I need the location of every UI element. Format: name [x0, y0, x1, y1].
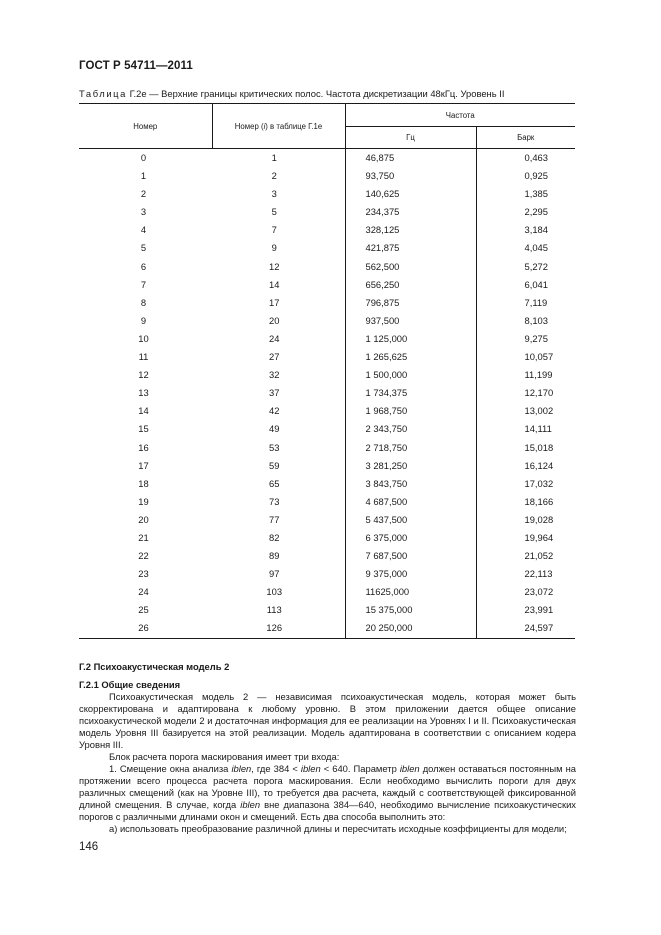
table-row [79, 619, 575, 638]
table-row [79, 457, 575, 475]
cell-number: 20 [138, 513, 149, 525]
cell-hz: 3 843,750 [345, 475, 476, 493]
table-row [79, 203, 575, 221]
cell-hz: 93,750 [345, 167, 476, 185]
cell-index: 5 [271, 206, 277, 218]
cell-index: 2 [271, 170, 277, 182]
table-row [79, 529, 575, 547]
cell-number: 14 [138, 405, 149, 417]
table-row [79, 475, 575, 493]
cell-bark: 17,032 [476, 475, 575, 493]
cell-number: 12 [138, 369, 149, 381]
table-row [79, 330, 575, 348]
table-body [79, 149, 575, 639]
cell-index: 24 [269, 332, 280, 344]
table-row [79, 547, 575, 565]
cell-number: 7 [140, 278, 147, 290]
cell-number: 1 [140, 170, 147, 182]
cell-index: 32 [269, 369, 280, 381]
cell-bark: 12,170 [476, 384, 575, 402]
cell-number: 6 [140, 260, 147, 272]
cell-number: 26 [79, 619, 212, 638]
cell-bark: 21,052 [476, 547, 575, 565]
paragraph-option-a: а) использовать преобразование различной длины и пересчитать исходные коэффициенты для модели; [109, 823, 567, 834]
cell-hz: 421,875 [345, 239, 476, 257]
table-row [79, 420, 575, 438]
cell-hz: 6 375,000 [345, 529, 476, 547]
subsection-title: Г.2.1 Общие сведения [79, 679, 181, 690]
cell-hz: 234,375 [345, 203, 476, 221]
paragraph-inputs: Блок расчета порога маскирования имеет три входа: [109, 751, 340, 762]
cell-hz: 1 265,625 [345, 348, 476, 366]
cell-hz: 2 343,750 [345, 420, 476, 438]
paragraph-input-1: 1. Смещение окна анализа iblen, где 384 < iblen < 640. Параметр iblen должен оставаться постоянным на протяжении всего процесса расчета порога маскирования. Если необходимо вычислить пороги для двух различных смещений (как на Уровне III), то требуется два расчета, каждый с соответствующей фиксированной длиной смещения. В случае, когда iblen вне диапазона 384—640, необходимо вычисление психоакустических порогов с различными длинами окон и смещений. Есть два способа выполнить это: [79, 763, 576, 822]
cell-hz: 937,500 [345, 312, 476, 330]
cell-index: 12 [269, 260, 280, 272]
cell-number: 11 [138, 351, 149, 363]
cell-index: 37 [269, 387, 280, 399]
cell-hz: 5 437,500 [345, 511, 476, 529]
cell-index: 27 [269, 351, 280, 363]
cell-index: 77 [269, 513, 280, 525]
cell-hz: 328,125 [345, 221, 476, 239]
cell-index: 73 [269, 495, 280, 507]
cell-bark: 23,991 [476, 601, 575, 619]
page-number: 146 [79, 841, 99, 853]
cell-index: 20 [269, 314, 280, 326]
cell-hz: 11625,000 [345, 583, 476, 601]
cell-hz: 46,875 [345, 149, 476, 168]
cell-number: 8 [140, 296, 147, 308]
cell-index: 7 [271, 224, 277, 236]
table-row [79, 402, 575, 420]
cell-bark: 24,597 [476, 619, 575, 638]
table-row [79, 565, 575, 583]
table-row [79, 439, 575, 457]
cell-bark: 11,199 [476, 366, 575, 384]
cell-bark: 0,925 [476, 167, 575, 185]
cell-index: 17 [269, 296, 280, 308]
cell-number: 3 [140, 206, 147, 218]
cell-hz: 1 734,375 [345, 384, 476, 402]
cell-bark: 7,119 [476, 294, 575, 312]
cell-number: 17 [138, 459, 149, 471]
table-row [79, 258, 575, 276]
table-caption [79, 88, 504, 99]
cell-bark: 6,041 [476, 276, 575, 294]
cell-number: 22 [138, 550, 149, 562]
table-row [79, 384, 575, 402]
cell-index: 103 [266, 586, 283, 598]
document-header: ГОСТ Р 54711—2011 [79, 60, 193, 72]
cell-number: 24 [138, 586, 149, 598]
cell-bark: 10,057 [476, 348, 575, 366]
cell-number: 4 [140, 224, 147, 236]
cell-hz: 7 687,500 [345, 547, 476, 565]
table-row [79, 185, 575, 203]
cell-hz: 562,500 [345, 258, 476, 276]
table-row [79, 583, 575, 601]
paragraph-intro: Психоакустическая модель 2 — независимая психоакустическая модель, которая может быть скорректирована и адаптирована к любому уровню. В этом приложении дается общее описание психоакустической модели 2 и достаточная информация для ее реализации на Уровнях I и II. Психоакустическая модель Уровня III базируется на этой реализации. Модель адаптирована в соответствии с описанием кодера Уровня III. [79, 691, 576, 750]
cell-index: 9 [271, 242, 277, 254]
cell-hz: 3 281,250 [345, 457, 476, 475]
cell-number: 23 [138, 568, 149, 580]
cell-bark: 22,113 [476, 565, 575, 583]
table-row [79, 601, 575, 619]
cell-bark: 16,124 [476, 457, 575, 475]
column-header-hz: Гц [345, 127, 476, 149]
section-title: Г.2 Психоакустическая модель 2 [79, 661, 230, 672]
cell-bark: 3,184 [476, 221, 575, 239]
cell-index: 89 [269, 550, 280, 562]
table-caption-label: Таблица [79, 88, 127, 99]
cell-index: 65 [269, 477, 280, 489]
cell-bark: 4,045 [476, 239, 575, 257]
cell-index: 49 [269, 423, 280, 435]
cell-index: 113 [266, 604, 282, 616]
cell-bark: 15,018 [476, 439, 575, 457]
table-caption-text: Г.2е — Верхние границы критических полос. Частота дискретизации 48кГц. Уровень II [129, 88, 505, 99]
cell-hz: 1 968,750 [345, 402, 476, 420]
table-row [79, 348, 575, 366]
cell-hz: 2 718,750 [345, 439, 476, 457]
cell-index: 126 [212, 619, 345, 638]
cell-index: 97 [269, 568, 280, 580]
cell-number: 15 [138, 423, 149, 435]
cell-bark: 14,111 [476, 420, 575, 438]
table-row [79, 366, 575, 384]
cell-number: 5 [140, 242, 147, 254]
cell-number: 16 [138, 441, 149, 453]
cell-hz: 20 250,000 [345, 619, 476, 638]
table-row [79, 294, 575, 312]
cell-index: 53 [269, 441, 280, 453]
cell-number: 0 [140, 152, 147, 163]
table-row [79, 149, 575, 168]
cell-index: 82 [269, 531, 280, 543]
table-row [79, 239, 575, 257]
table-row [79, 511, 575, 529]
cell-index: 59 [269, 459, 280, 471]
cell-bark: 8,103 [476, 312, 575, 330]
cell-bark: 9,275 [476, 330, 575, 348]
cell-bark: 19,028 [476, 511, 575, 529]
cell-number: 13 [138, 387, 149, 399]
cell-hz: 15 375,000 [345, 601, 476, 619]
column-header-frequency: Частота [345, 104, 575, 127]
column-header-number: Номер [79, 104, 212, 149]
cell-hz: 1 500,000 [345, 366, 476, 384]
cell-number: 21 [138, 531, 149, 543]
cell-bark: 2,295 [476, 203, 575, 221]
cell-number: 18 [138, 477, 149, 489]
cell-index: 3 [271, 188, 277, 200]
cell-hz: 140,625 [345, 185, 476, 203]
section-psychoacoustic-model-2 [79, 661, 576, 835]
table-row [79, 312, 575, 330]
cell-hz: 9 375,000 [345, 565, 476, 583]
table-row [79, 493, 575, 511]
cell-bark: 23,072 [476, 583, 575, 601]
critical-bands-table [79, 103, 575, 639]
cell-bark: 13,002 [476, 402, 575, 420]
table-row [79, 276, 575, 294]
table-row [79, 221, 575, 239]
cell-index: 1 [271, 152, 277, 163]
cell-bark: 1,385 [476, 185, 575, 203]
cell-bark: 19,964 [476, 529, 575, 547]
table-row [79, 167, 575, 185]
column-header-index: Номер (i) в таблице Г.1е [212, 104, 345, 149]
cell-number: 19 [138, 495, 149, 507]
cell-number: 9 [140, 314, 147, 326]
cell-hz: 4 687,500 [345, 493, 476, 511]
cell-index: 42 [269, 405, 280, 417]
cell-hz: 656,250 [345, 276, 476, 294]
cell-bark: 0,463 [476, 149, 575, 168]
cell-number: 25 [138, 604, 149, 616]
cell-bark: 5,272 [476, 258, 575, 276]
cell-hz: 1 125,000 [345, 330, 476, 348]
cell-bark: 18,166 [476, 493, 575, 511]
cell-number: 10 [138, 332, 149, 344]
cell-hz: 796,875 [345, 294, 476, 312]
cell-number: 2 [140, 188, 147, 200]
cell-index: 14 [269, 278, 280, 290]
column-header-bark: Барк [476, 127, 575, 149]
